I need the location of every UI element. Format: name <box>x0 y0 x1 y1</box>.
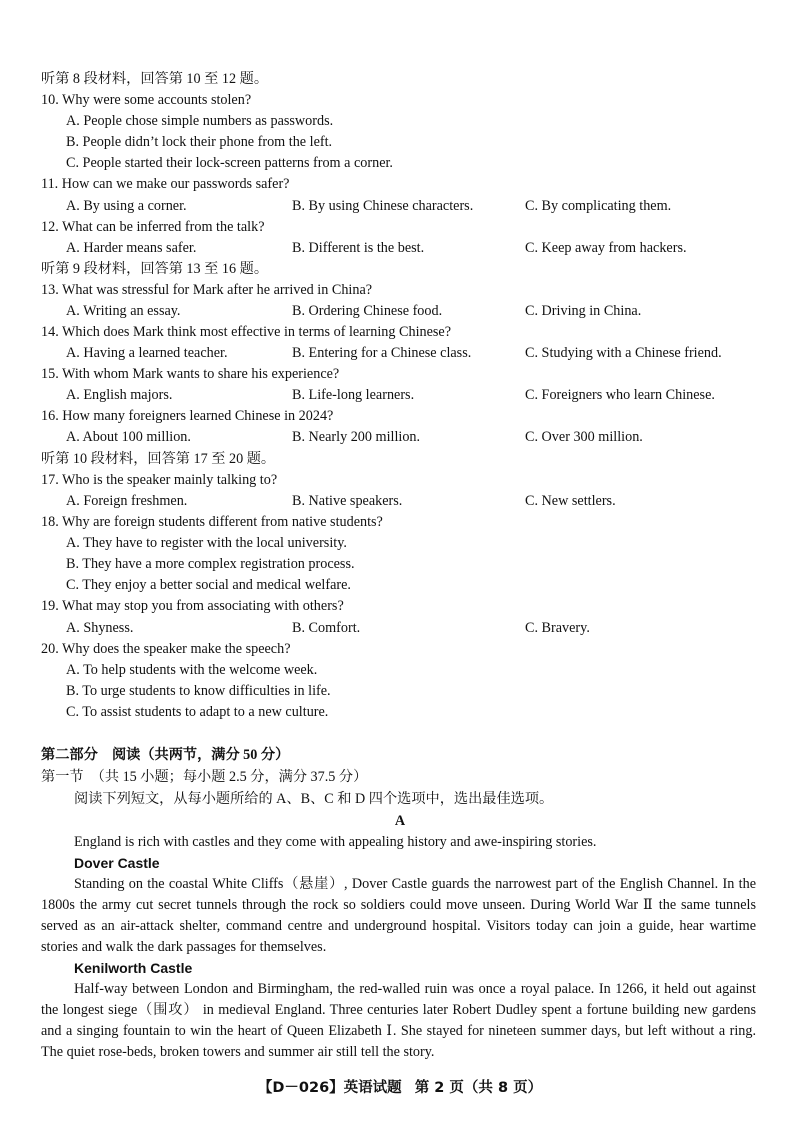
option: C. Keep away from hackers. <box>525 240 687 256</box>
option: A. To help students with the welcome week. <box>66 662 318 678</box>
option: B. By using Chinese characters. <box>292 198 474 214</box>
option: A. They have to register with the local university. <box>66 535 347 551</box>
option: B. Ordering Chinese food. <box>292 303 443 319</box>
question-16: 16. How many foreigners learned Chinese in 2024? <box>41 408 334 424</box>
question-12: 12. What can be inferred from the talk? <box>41 219 265 235</box>
option: A. English majors. <box>66 387 173 403</box>
option: C. New settlers. <box>525 493 616 509</box>
option: B. People didn’t lock their phone from the left. <box>66 134 333 150</box>
option: B. Nearly 200 million. <box>292 429 421 445</box>
castle-title-dover: Dover Castle <box>74 855 160 871</box>
option: C. Driving in China. <box>525 303 642 319</box>
option: A. About 100 million. <box>66 429 191 445</box>
castle-paragraph-kenilworth <box>41 979 756 1063</box>
option: A. Foreign freshmen. <box>66 493 188 509</box>
option: C. Foreigners who learn Chinese. <box>525 387 715 403</box>
question-17: 17. Who is the speaker mainly talking to? <box>41 472 278 488</box>
question-11: 11. How can we make our passwords safer? <box>41 176 290 192</box>
option: B. Comfort. <box>292 620 361 636</box>
question-19: 19. What may stop you from associating with others? <box>41 598 344 614</box>
paragraph-text: Half-way between London and Birmingham, the red-walled ruin was once a royal palace. In 1266, it held out against the longest siege（围攻） in medieval England. Three centuries later Robert Dudley spent a fortune building new gardens and a singing fountain to win the heart of Queen Elizabeth Ⅰ. She stayed for nineteen summer days, but left without a ring. The quiet rose-beds, broken towers and summer air still tell the story. <box>41 981 756 1060</box>
question-18: 18. Why are foreign students different from native students? <box>41 514 383 530</box>
option: C. By complicating them. <box>525 198 672 214</box>
section-title: 第一节 （共 15 小题；每小题 2.5 分，满分 37.5 分） <box>41 769 368 785</box>
section-header: 听第 9 段材料，回答第 13 至 16 题。 <box>41 261 269 277</box>
option: B. Different is the best. <box>292 240 425 256</box>
option: A. Writing an essay. <box>66 303 181 319</box>
option: A. By using a corner. <box>66 198 187 214</box>
page-number: 第 2 页（共 8 页） <box>414 1080 543 1096</box>
option: B. To urge students to know difficulties in life. <box>66 683 331 699</box>
paragraph-text: Standing on the coastal White Cliffs（悬崖）, Dover Castle guards the narrowest part of the English Channel. In the 1800s the army cut secret tunnels through the rock so soldiers could move unseen. During World War Ⅱ the same tunnels served as an air-attack shelter, command centre and underground hospital. Visitors today can join a guide, hear wartime stories and walk the dark passages for themselves. <box>41 876 756 955</box>
option: C. They enjoy a better social and medical welfare. <box>66 577 351 593</box>
question-10: 10. Why were some accounts stolen? <box>41 92 252 108</box>
question-15: 15. With whom Mark wants to share his experience? <box>41 366 340 382</box>
section-header: 听第 8 段材料，回答第 10 至 12 题。 <box>41 71 269 87</box>
option: A. Having a learned teacher. <box>66 345 228 361</box>
question-20: 20. Why does the speaker make the speech? <box>41 641 291 657</box>
option: C. Studying with a Chinese friend. <box>525 345 722 361</box>
option: A. Shyness. <box>66 620 134 636</box>
instruction: 阅读下列短文，从每小题所给的 A、B、C 和 D 四个选项中，选出最佳选项。 <box>74 791 554 807</box>
exam-code: 【D－026】英语试题 <box>257 1080 402 1096</box>
page-footer <box>0 1076 800 1097</box>
option: B. Entering for a Chinese class. <box>292 345 472 361</box>
passage-intro: England is rich with castles and they come with appealing history and awe-inspiring stories. <box>74 834 597 850</box>
option: B. Life-long learners. <box>292 387 415 403</box>
option: C. Bravery. <box>525 620 590 636</box>
passage-label: A <box>394 813 406 829</box>
question-14: 14. Which does Mark think most effective in terms of learning Chinese? <box>41 324 452 340</box>
castle-paragraph-dover <box>41 874 756 958</box>
option: A. People chose simple numbers as passwords. <box>66 113 334 129</box>
option: A. Harder means safer. <box>66 240 197 256</box>
castle-title-kenilworth: Kenilworth Castle <box>74 960 193 976</box>
option: C. To assist students to adapt to a new culture. <box>66 704 329 720</box>
question-13: 13. What was stressful for Mark after he arrived in China? <box>41 282 373 298</box>
option: B. Native speakers. <box>292 493 403 509</box>
section-header: 听第 10 段材料，回答第 17 至 20 题。 <box>41 451 276 467</box>
option: B. They have a more complex registration process. <box>66 556 355 572</box>
option: C. People started their lock-screen patterns from a corner. <box>66 155 393 171</box>
part-title: 第二部分 阅读（共两节，满分 50 分） <box>41 747 290 763</box>
option: C. Over 300 million. <box>525 429 643 445</box>
